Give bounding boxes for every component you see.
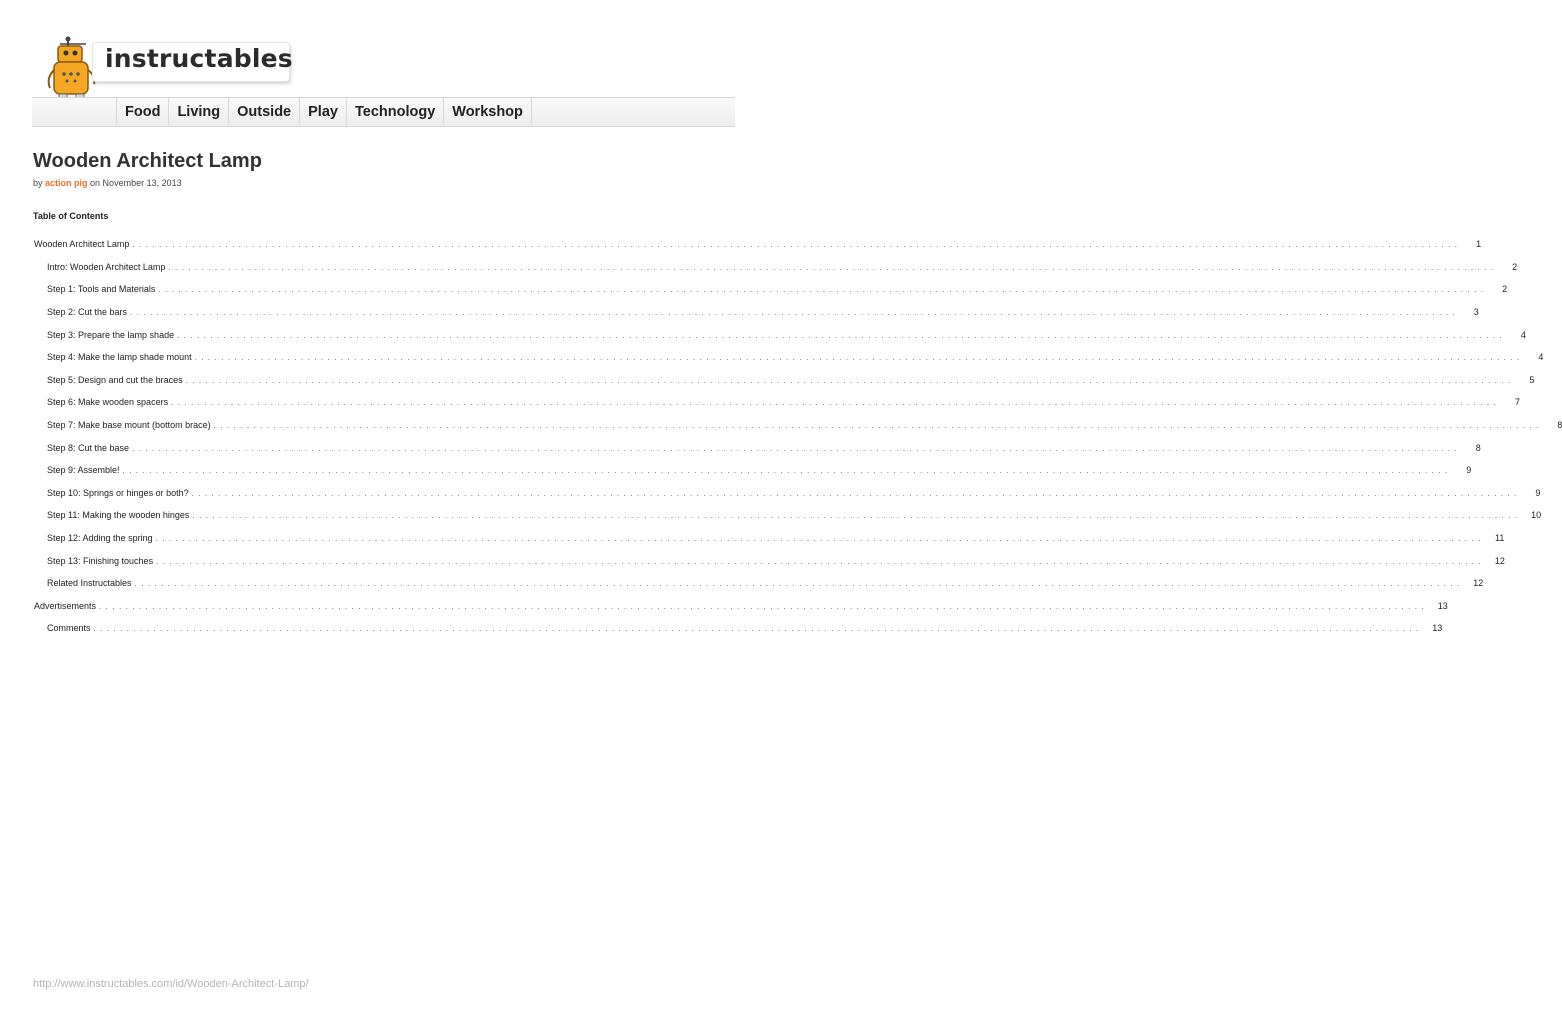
- category-nav: [32, 97, 735, 127]
- toc-entry[interactable]: [34, 527, 1505, 550]
- footer-url[interactable]: http://www.instructables.com/id/Wooden-Architect-Lamp/: [33, 978, 309, 990]
- nav-item-workshop[interactable]: Workshop: [444, 98, 532, 126]
- toc-dot-leader: . . . . . . . . . . . . . . . . . . . . . . . . . . . . . . . . . . . . . . . . . . . . . . . . . . . . . . . . . . . . . . . . . . . . . . . . . . . . . . . . . . . . . . . . . . . . . . . . . . . . . . . . . . . . . . . . . . . . . . . . . . . . . . . . . . . . . . . . . . . . . . . . . . . . . . . . . . . . . . . . . . . . . . . . . . . . . . . . . . . . . . . . . . . . . . . . . . . . . . . .: [130, 308, 1456, 318]
- toc-entry[interactable]: [34, 346, 1544, 369]
- toc-dot-leader: . . . . . . . . . . . . . . . . . . . . . . . . . . . . . . . . . . . . . . . . . . . . . . . . . . . . . . . . . . . . . . . . . . . . . . . . . . . . . . . . . . . . . . . . . . . . . . . . . . . . . . . . . . . . . . . . . . . . . . . . . . . . . . . . . . . . . . . . . . . . . . . . . . . . . . . . . . . . . . . . . . . . . . . . . . . . . . . . . . . . . . . . . . . . . . . . . . . . . . . .: [134, 579, 1461, 589]
- toc-entry-label: Step 10: Springs or hinges or both?: [47, 487, 189, 498]
- toc-entry[interactable]: [34, 572, 1484, 595]
- logo-wordmark: instructables: [105, 44, 293, 73]
- byline: [33, 178, 182, 188]
- toc-entry[interactable]: [34, 256, 1518, 279]
- toc-entry-label: Step 12: Adding the spring: [47, 533, 153, 544]
- toc-dot-leader: . . . . . . . . . . . . . . . . . . . . . . . . . . . . . . . . . . . . . . . . . . . . . . . . . . . . . . . . . . . . . . . . . . . . . . . . . . . . . . . . . . . . . . . . . . . . . . . . . . . . . . . . . . . . . . . . . . . . . . . . . . . . . . . . . . . . . . . . . . . . . . . . . . . . . . . . . . . . . . . . . . . . . . . . . . . . . . . . . . . . . . . . . . . . . . . . . . . . . . . .: [185, 375, 1512, 385]
- toc-entry-page: 9: [1466, 465, 1472, 476]
- toc-entry-page: 2: [1502, 284, 1508, 295]
- toc-entry[interactable]: [34, 233, 1482, 256]
- toc-entry-page: 2: [1512, 261, 1518, 272]
- publish-date: on November 13, 2013: [90, 178, 182, 188]
- toc-dot-leader: . . . . . . . . . . . . . . . . . . . . . . . . . . . . . . . . . . . . . . . . . . . . . . . . . . . . . . . . . . . . . . . . . . . . . . . . . . . . . . . . . . . . . . . . . . . . . . . . . . . . . . . . . . . . . . . . . . . . . . . . . . . . . . . . . . . . . . . . . . . . . . . . . . . . . . . . . . . . . . . . . . . . . . . . . . . . . . . . . . . . . . . . . . . . . . . . . . . . . . . .: [191, 488, 1518, 498]
- nav-item-living[interactable]: Living: [169, 98, 229, 126]
- toc-entry-page: 10: [1531, 510, 1542, 521]
- table-of-contents: [34, 233, 1562, 640]
- toc-entry-label: Advertisements: [34, 600, 97, 611]
- toc-entry-label: Step 5: Design and cut the braces: [47, 374, 183, 385]
- toc-entry-label: Related Instructables: [47, 578, 132, 589]
- toc-entry-page: 4: [1538, 352, 1544, 363]
- toc-entry-page: 9: [1535, 487, 1541, 498]
- toc-dot-leader: . . . . . . . . . . . . . . . . . . . . . . . . . . . . . . . . . . . . . . . . . . . . . . . . . . . . . . . . . . . . . . . . . . . . . . . . . . . . . . . . . . . . . . . . . . . . . . . . . . . . . . . . . . . . . . . . . . . . . . . . . . . . . . . . . . . . . . . . . . . . . . . . . . . . . . . . . . . . . . . . . . . . . . . . . . . . . . . . . . . . . . . . . . . . . . . . . . . . . . . .: [132, 443, 1458, 453]
- toc-entry-page: 3: [1473, 307, 1479, 318]
- toc-entry-page: 5: [1529, 374, 1535, 385]
- toc-entry-page: 4: [1520, 329, 1526, 340]
- toc-entry[interactable]: [34, 369, 1535, 392]
- site-header: [0, 0, 768, 130]
- toc-dot-leader: . . . . . . . . . . . . . . . . . . . . . . . . . . . . . . . . . . . . . . . . . . . . . . . . . . . . . . . . . . . . . . . . . . . . . . . . . . . . . . . . . . . . . . . . . . . . . . . . . . . . . . . . . . . . . . . . . . . . . . . . . . . . . . . . . . . . . . . . . . . . . . . . . . . . . . . . . . . . . . . . . . . . . . . . . . . . . . . . . . . . . . . . . . . . . . . . . . . . . . . .: [155, 534, 1482, 544]
- toc-entry-page: 12: [1473, 578, 1484, 589]
- toc-dot-leader: . . . . . . . . . . . . . . . . . . . . . . . . . . . . . . . . . . . . . . . . . . . . . . . . . . . . . . . . . . . . . . . . . . . . . . . . . . . . . . . . . . . . . . . . . . . . . . . . . . . . . . . . . . . . . . . . . . . . . . . . . . . . . . . . . . . . . . . . . . . . . . . . . . . . . . . . . . . . . . . . . . . . . . . . . . . . . . . . . . . . . . . . . . . . . . . . . . . . . . . .: [168, 262, 1495, 272]
- toc-entry-label: Step 9: Assemble!: [47, 465, 120, 476]
- toc-dot-leader: . . . . . . . . . . . . . . . . . . . . . . . . . . . . . . . . . . . . . . . . . . . . . . . . . . . . . . . . . . . . . . . . . . . . . . . . . . . . . . . . . . . . . . . . . . . . . . . . . . . . . . . . . . . . . . . . . . . . . . . . . . . . . . . . . . . . . . . . . . . . . . . . . . . . . . . . . . . . . . . . . . . . . . . . . . . . . . . . . . . . . . . . . . . . . . . . . . . . . . . .: [194, 353, 1521, 363]
- toc-dot-leader: . . . . . . . . . . . . . . . . . . . . . . . . . . . . . . . . . . . . . . . . . . . . . . . . . . . . . . . . . . . . . . . . . . . . . . . . . . . . . . . . . . . . . . . . . . . . . . . . . . . . . . . . . . . . . . . . . . . . . . . . . . . . . . . . . . . . . . . . . . . . . . . . . . . . . . . . . . . . . . . . . . . . . . . . . . . . . . . . . . . . . . . . . . . . . . . . . . . . . . . .: [132, 240, 1459, 250]
- toc-entry[interactable]: [34, 323, 1526, 346]
- toc-dot-leader: . . . . . . . . . . . . . . . . . . . . . . . . . . . . . . . . . . . . . . . . . . . . . . . . . . . . . . . . . . . . . . . . . . . . . . . . . . . . . . . . . . . . . . . . . . . . . . . . . . . . . . . . . . . . . . . . . . . . . . . . . . . . . . . . . . . . . . . . . . . . . . . . . . . . . . . . . . . . . . . . . . . . . . . . . . . . . . . . . . . . . . . . . . . . . . . . . . . . . . . .: [99, 601, 1425, 611]
- toc-entry-page: 11: [1495, 533, 1505, 544]
- toc-entry[interactable]: [34, 549, 1505, 572]
- toc-entry-label: Step 4: Make the lamp shade mount: [47, 352, 192, 363]
- nav-spacer: [32, 98, 117, 126]
- toc-entry-page: 12: [1494, 555, 1505, 566]
- toc-entry[interactable]: [34, 459, 1472, 482]
- toc-entry[interactable]: [34, 301, 1479, 324]
- toc-dot-leader: . . . . . . . . . . . . . . . . . . . . . . . . . . . . . . . . . . . . . . . . . . . . . . . . . . . . . . . . . . . . . . . . . . . . . . . . . . . . . . . . . . . . . . . . . . . . . . . . . . . . . . . . . . . . . . . . . . . . . . . . . . . . . . . . . . . . . . . . . . . . . . . . . . . . . . . . . . . . . . . . . . . . . . . . . . . . . . . . . . . . . . . . . . . . . . . . . . . . . . . .: [192, 511, 1519, 521]
- toc-entry-label: Step 3: Prepare the lamp shade: [47, 329, 175, 340]
- toc-entry-page: 1: [1476, 239, 1482, 250]
- toc-entry[interactable]: [34, 414, 1562, 437]
- toc-entry[interactable]: [34, 504, 1542, 527]
- toc-entry-label: Step 1: Tools and Materials: [47, 284, 156, 295]
- toc-dot-leader: . . . . . . . . . . . . . . . . . . . . . . . . . . . . . . . . . . . . . . . . . . . . . . . . . . . . . . . . . . . . . . . . . . . . . . . . . . . . . . . . . . . . . . . . . . . . . . . . . . . . . . . . . . . . . . . . . . . . . . . . . . . . . . . . . . . . . . . . . . . . . . . . . . . . . . . . . . . . . . . . . . . . . . . . . . . . . . . . . . . . . . . . . . . . . . . . . . . . . . . .: [156, 556, 1482, 566]
- toc-entry-page: 13: [1432, 623, 1443, 634]
- nav-item-outside[interactable]: Outside: [229, 98, 300, 126]
- page-title: Wooden Architect Lamp: [33, 150, 262, 172]
- toc-entry-label: Wooden Architect Lamp: [34, 239, 130, 250]
- toc-entry[interactable]: [34, 436, 1481, 459]
- toc-heading: Table of Contents: [33, 211, 109, 221]
- toc-entry-page: 8: [1557, 420, 1562, 431]
- toc-dot-leader: . . . . . . . . . . . . . . . . . . . . . . . . . . . . . . . . . . . . . . . . . . . . . . . . . . . . . . . . . . . . . . . . . . . . . . . . . . . . . . . . . . . . . . . . . . . . . . . . . . . . . . . . . . . . . . . . . . . . . . . . . . . . . . . . . . . . . . . . . . . . . . . . . . . . . . . . . . . . . . . . . . . . . . . . . . . . . . . . . . . . . . . . . . . . . . . . . . . . . . . .: [122, 466, 1449, 476]
- toc-entry-label: Intro: Wooden Architect Lamp: [47, 261, 166, 272]
- author-link[interactable]: action pig: [45, 178, 88, 188]
- toc-entry-page: 8: [1475, 442, 1481, 453]
- nav-item-technology[interactable]: Technology: [347, 98, 444, 126]
- toc-entry[interactable]: [34, 617, 1443, 640]
- toc-entry[interactable]: [34, 482, 1541, 505]
- toc-entry[interactable]: [34, 278, 1508, 301]
- toc-entry-label: Step 2: Cut the bars: [47, 307, 128, 318]
- site-logo[interactable]: [92, 42, 293, 82]
- nav-item-play[interactable]: Play: [300, 98, 347, 126]
- toc-entry[interactable]: [34, 595, 1448, 618]
- toc-entry-label: Step 13: Finishing touches: [47, 555, 154, 566]
- toc-dot-leader: . . . . . . . . . . . . . . . . . . . . . . . . . . . . . . . . . . . . . . . . . . . . . . . . . . . . . . . . . . . . . . . . . . . . . . . . . . . . . . . . . . . . . . . . . . . . . . . . . . . . . . . . . . . . . . . . . . . . . . . . . . . . . . . . . . . . . . . . . . . . . . . . . . . . . . . . . . . . . . . . . . . . . . . . . . . . . . . . . . . . . . . . . . . . . . . . . . . . . . . .: [158, 285, 1485, 295]
- toc-dot-leader: . . . . . . . . . . . . . . . . . . . . . . . . . . . . . . . . . . . . . . . . . . . . . . . . . . . . . . . . . . . . . . . . . . . . . . . . . . . . . . . . . . . . . . . . . . . . . . . . . . . . . . . . . . . . . . . . . . . . . . . . . . . . . . . . . . . . . . . . . . . . . . . . . . . . . . . . . . . . . . . . . . . . . . . . . . . . . . . . . . . . . . . . . . . . . . . . . . . . . . . .: [213, 421, 1540, 431]
- toc-entry-label: Step 11: Making the wooden hinges: [47, 510, 190, 521]
- toc-dot-leader: . . . . . . . . . . . . . . . . . . . . . . . . . . . . . . . . . . . . . . . . . . . . . . . . . . . . . . . . . . . . . . . . . . . . . . . . . . . . . . . . . . . . . . . . . . . . . . . . . . . . . . . . . . . . . . . . . . . . . . . . . . . . . . . . . . . . . . . . . . . . . . . . . . . . . . . . . . . . . . . . . . . . . . . . . . . . . . . . . . . . . . . . . . . . . . . . . . . . . . . .: [93, 624, 1420, 634]
- toc-entry-label: Comments: [47, 623, 91, 634]
- toc-entry-label: Step 7: Make base mount (bottom brace): [47, 420, 211, 431]
- toc-entry[interactable]: [34, 391, 1520, 414]
- byline-prefix: by: [33, 178, 43, 188]
- nav-item-food[interactable]: Food: [117, 98, 169, 126]
- toc-entry-label: Step 8: Cut the base: [47, 442, 130, 453]
- toc-dot-leader: . . . . . . . . . . . . . . . . . . . . . . . . . . . . . . . . . . . . . . . . . . . . . . . . . . . . . . . . . . . . . . . . . . . . . . . . . . . . . . . . . . . . . . . . . . . . . . . . . . . . . . . . . . . . . . . . . . . . . . . . . . . . . . . . . . . . . . . . . . . . . . . . . . . . . . . . . . . . . . . . . . . . . . . . . . . . . . . . . . . . . . . . . . . . . . . . . . . . . . . .: [171, 398, 1497, 408]
- toc-entry-label: Step 6: Make wooden spacers: [47, 397, 169, 408]
- toc-entry-page: 13: [1437, 600, 1448, 611]
- toc-dot-leader: . . . . . . . . . . . . . . . . . . . . . . . . . . . . . . . . . . . . . . . . . . . . . . . . . . . . . . . . . . . . . . . . . . . . . . . . . . . . . . . . . . . . . . . . . . . . . . . . . . . . . . . . . . . . . . . . . . . . . . . . . . . . . . . . . . . . . . . . . . . . . . . . . . . . . . . . . . . . . . . . . . . . . . . . . . . . . . . . . . . . . . . . . . . . . . . . . . . . . . . .: [177, 330, 1503, 340]
- toc-entry-page: 7: [1514, 397, 1520, 408]
